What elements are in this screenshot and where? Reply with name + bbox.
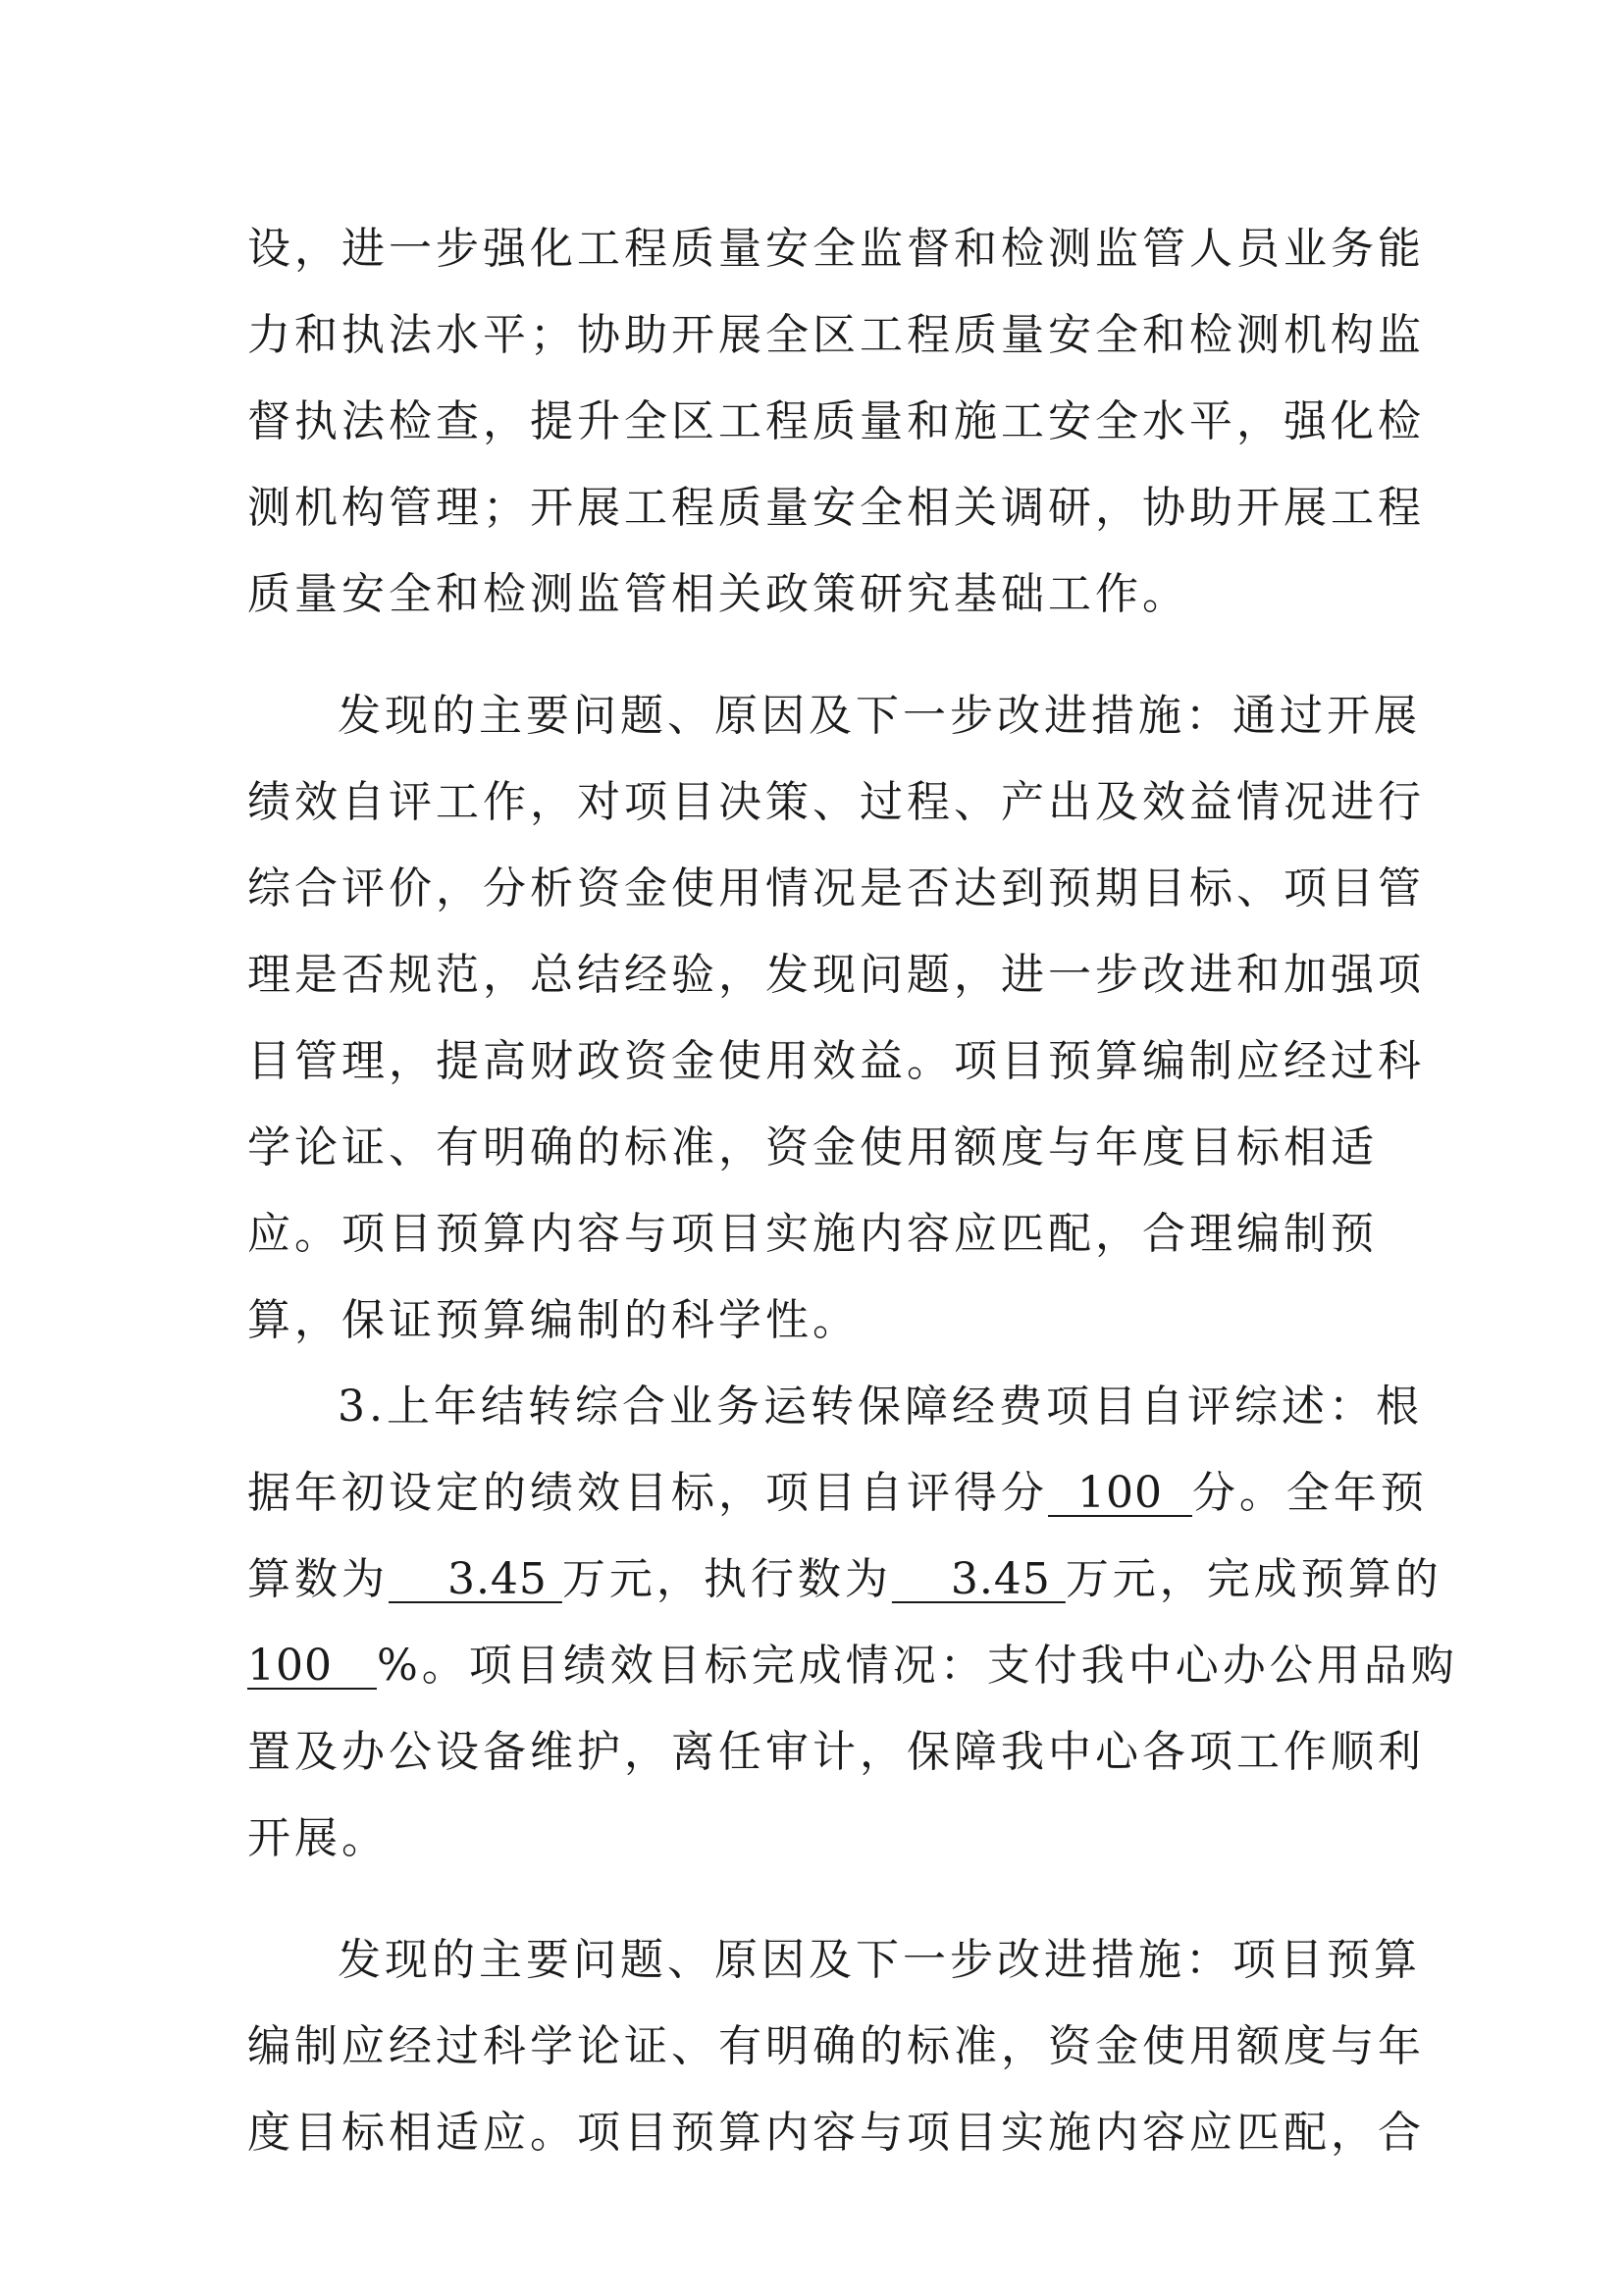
text-line <box>247 1537 1442 1623</box>
paragraph-gap <box>247 1882 1386 1917</box>
text-line <box>247 1623 1458 1709</box>
text-line: 理是否规范，总结经验，发现问题，进一步改进和加强项 <box>247 950 1425 1000</box>
text-line: 学论证、有明确的标准，资金使用额度与年度目标相适 <box>247 1122 1378 1173</box>
text-line: 质量安全和检测监管相关政策研究基础工作。 <box>247 569 1189 619</box>
text-line: 开展。 <box>247 1813 389 1863</box>
text-fragment: 万元，执行数为 <box>561 1554 892 1604</box>
text-line: 督执法检查，提升全区工程质量和施工安全水平，强化检 <box>247 396 1425 446</box>
text-line: 编制应经过科学论证、有明确的标准，资金使用额度与年 <box>247 2021 1425 2071</box>
text-line: 发现的主要问题、原因及下一步改进措施：通过开展 <box>338 691 1421 741</box>
document-body <box>247 206 1458 2176</box>
text-line: 力和执法水平；协助开展全区工程质量安全和检测机构监 <box>247 310 1425 360</box>
text-line: 测机构管理；开展工程质量安全相关调研，协助开展工程 <box>247 483 1425 533</box>
paragraph-3 <box>247 1364 1458 1882</box>
paragraph-4 <box>247 1917 1425 2176</box>
text-line: 算，保证预算编制的科学性。 <box>247 1295 860 1345</box>
text-line: 设，进一步强化工程质量安全监督和检测监管人员业务能 <box>247 224 1425 274</box>
text-fragment: %。项目绩效目标完成情况：支付我中心办公用品购 <box>376 1641 1458 1691</box>
paragraph-2 <box>247 673 1425 1364</box>
executed-blank: 3.45 <box>891 1554 1066 1604</box>
text-line: 度目标相适应。项目预算内容与项目实施内容应匹配，合 <box>247 2108 1425 2158</box>
text-line: 综合评价，分析资金使用情况是否达到预期目标、项目管 <box>247 863 1425 913</box>
text-fragment: 分。全年预 <box>1191 1468 1428 1518</box>
text-line <box>247 1450 1428 1537</box>
text-fragment: 万元，完成预算的 <box>1065 1554 1442 1604</box>
text-line: 置及办公设备维护，离任审计，保障我中心各项工作顺利 <box>247 1727 1425 1777</box>
text-line: 应。项目预算内容与项目实施内容应匹配，合理编制预 <box>247 1209 1378 1259</box>
text-line: 绩效自评工作，对项目决策、过程、产出及效益情况进行 <box>247 777 1425 827</box>
text-line: 3.上年结转综合业务运转保障经费项目自评综述：根 <box>338 1382 1423 1432</box>
paragraph-1 <box>247 206 1425 638</box>
text-fragment: 算数为 <box>247 1554 389 1604</box>
text-fragment: 据年初设定的绩效目标，项目自评得分 <box>247 1468 1048 1518</box>
completion-blank: 100 <box>247 1641 377 1691</box>
text-line: 发现的主要问题、原因及下一步改进措施：项目预算 <box>338 1935 1421 1985</box>
paragraph-gap <box>247 638 1386 673</box>
budget-blank: 3.45 <box>389 1554 562 1604</box>
text-line: 目管理，提高财政资金使用效益。项目预算编制应经过科 <box>247 1036 1425 1086</box>
score-blank: 100 <box>1048 1468 1192 1518</box>
